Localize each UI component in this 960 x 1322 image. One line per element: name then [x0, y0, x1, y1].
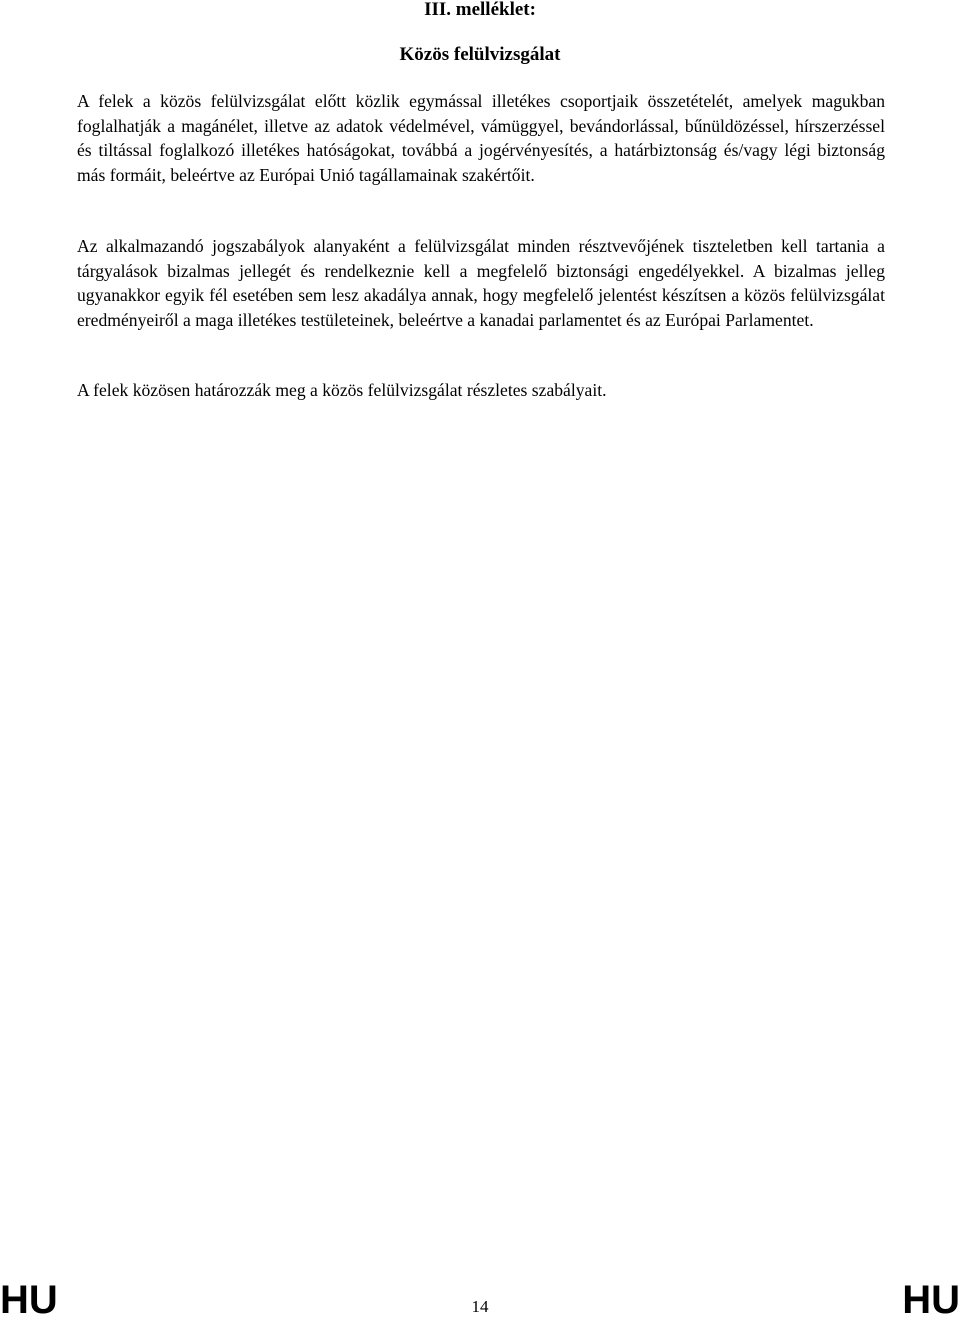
- section-title: Közös felülvizsgálat: [399, 44, 561, 65]
- footer-language-code-left: HU: [0, 1278, 58, 1322]
- paragraph: Az alkalmazandó jogszabályok alanyaként a felülvizsgálat minden résztvevőjének tiszteletben kell tartania a tárgyalások bizalmas jellegét és rendelkeznie kell a megfelelő biztonsági engedélyekkel. A bizalmas jelleg ugyanakkor egyik fél esetében sem lesz akadálya annak, hogy megfelelő jelentést készítsen a közös felülvizsgálat eredményeiről a maga illetékes testületeinek, beleértve a kanadai parlamentet és az Európai Parlamentet.: [77, 236, 885, 330]
- page-number: 14: [471, 1297, 489, 1316]
- paragraph: A felek a közös felülvizsgálat előtt közlik egymással illetékes csoportjaik összetételét, amelyek magukban foglalhatják a magánélet, illetve az adatok védelmével, vámüggyel, bevándorlással, bűnüldözéssel, hírszerzéssel és tiltással foglalkozó illetékes hatóságokat, továbbá a jogérvényesítés, a határbiztonság és/vagy légi biztonság más formáit, beleértve az Európai Unió tagállamainak szakértőit.: [77, 91, 885, 185]
- annex-title: III. melléklet:: [424, 0, 536, 20]
- paragraph: A felek közösen határozzák meg a közös felülvizsgálat részletes szabályait.: [77, 380, 607, 400]
- footer-language-code-right: HU: [902, 1278, 960, 1322]
